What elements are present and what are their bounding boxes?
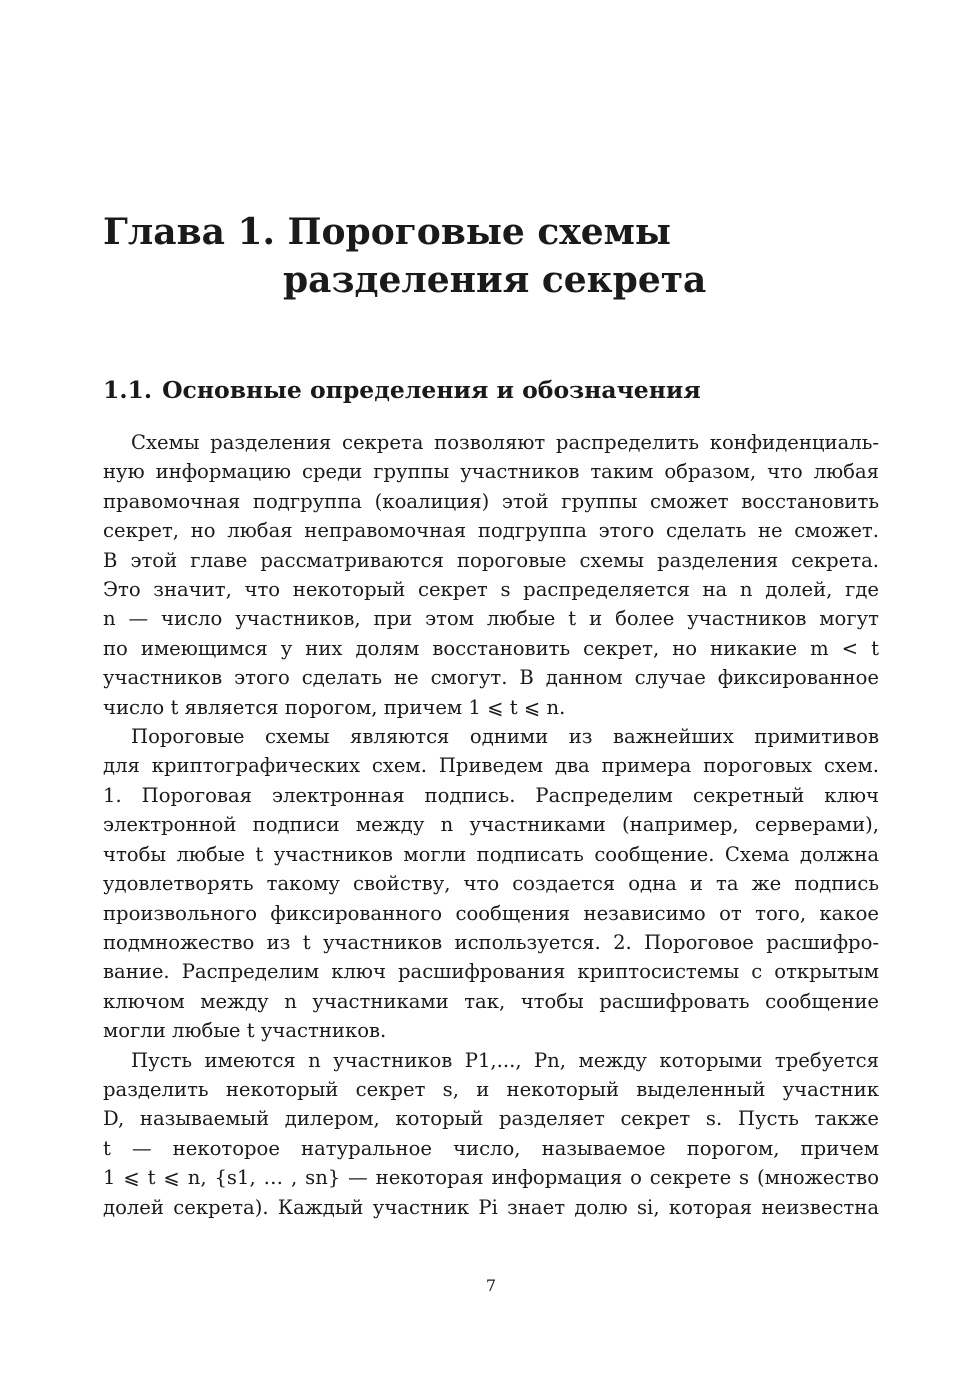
paragraph-2 xyxy=(103,722,879,1045)
text-line: правомочная подгруппа (коалиция) этой группы сможет восстановить xyxy=(103,489,879,513)
text-line: подмножество из t участников используется. 2. Пороговое расшифро- xyxy=(103,930,879,954)
text-line: секрет, но любая неправомочная подгруппа этого сделать не сможет. xyxy=(103,519,879,543)
text-line: для криптографических схем. Приведем два примера пороговых схем. xyxy=(103,754,879,778)
text-line: вание. Распределим ключ расшифрования криптосистемы с открытым xyxy=(103,960,879,984)
text-line: долей секрета). Каждый участник Pi знает долю si, которая неизвестна xyxy=(103,1195,879,1219)
text-line: D, называемый дилером, который разделяет секрет s. Пусть также xyxy=(103,1107,879,1131)
page-number: 7 xyxy=(485,1276,497,1295)
paragraph-1 xyxy=(103,428,879,722)
chapter-title xyxy=(103,208,879,304)
text-line: участников этого сделать не смогут. В данном случае фиксированное xyxy=(103,666,879,690)
text-line: n — число участников, при этом любые t и более участников могут xyxy=(103,607,879,631)
text-line: 1. Пороговая электронная подпись. Распределим секретный ключ xyxy=(103,783,879,807)
chapter-title-line-2: разделения секрета xyxy=(283,259,707,301)
text-line: t — некоторое натуральное число, называемое порогом, причем xyxy=(103,1136,879,1160)
text-line: Это значит, что некоторый секрет s распределяется на n долей, где xyxy=(103,578,879,602)
text-line: могли любые t участников. xyxy=(103,1019,387,1043)
text-line: удовлетворять такому свойству, что создается одна и та же подпись xyxy=(103,872,879,896)
text-line: разделить некоторый секрет s, и некоторый выделенный участник xyxy=(103,1077,879,1101)
text-line: электронной подписи между n участниками (например, серверами), xyxy=(103,813,879,837)
chapter-title-line-1: Глава 1. Пороговые схемы xyxy=(103,211,672,253)
text-line: произвольного фиксированного сообщения независимо от того, какое xyxy=(103,901,879,925)
text-line: Пороговые схемы являются одними из важнейших примитивов xyxy=(131,725,879,749)
text-line: число t является порогом, причем 1 ⩽ t ⩽ n. xyxy=(103,695,566,719)
text-line: ную информацию среди группы участников таким образом, что любая xyxy=(103,460,879,484)
text-line: Пусть имеются n участников P1,..., Pn, между которыми требуется xyxy=(131,1048,879,1072)
text-line: 1 ⩽ t ⩽ n, {s1, … , sn} — некоторая информация о секрете s (множество xyxy=(103,1166,879,1190)
text-line: Схемы разделения секрета позволяют распределить конфиденциаль- xyxy=(131,431,879,454)
section-number: 1.1. xyxy=(103,376,153,404)
body-text xyxy=(103,428,879,1222)
text-line: ключом между n участниками так, чтобы расшифровать сообщение xyxy=(103,989,879,1013)
text-line: по имеющимся у них долям восстановить секрет, но никакие m < t xyxy=(103,636,879,660)
paragraph-3 xyxy=(103,1046,879,1222)
section-heading xyxy=(103,372,879,408)
text-line: чтобы любые t участников могли подписать сообщение. Схема должна xyxy=(103,842,879,866)
text-line: В этой главе рассматриваются пороговые схемы разделения секрета. xyxy=(103,548,879,572)
section-title: Основные определения и обозначения xyxy=(162,376,701,404)
